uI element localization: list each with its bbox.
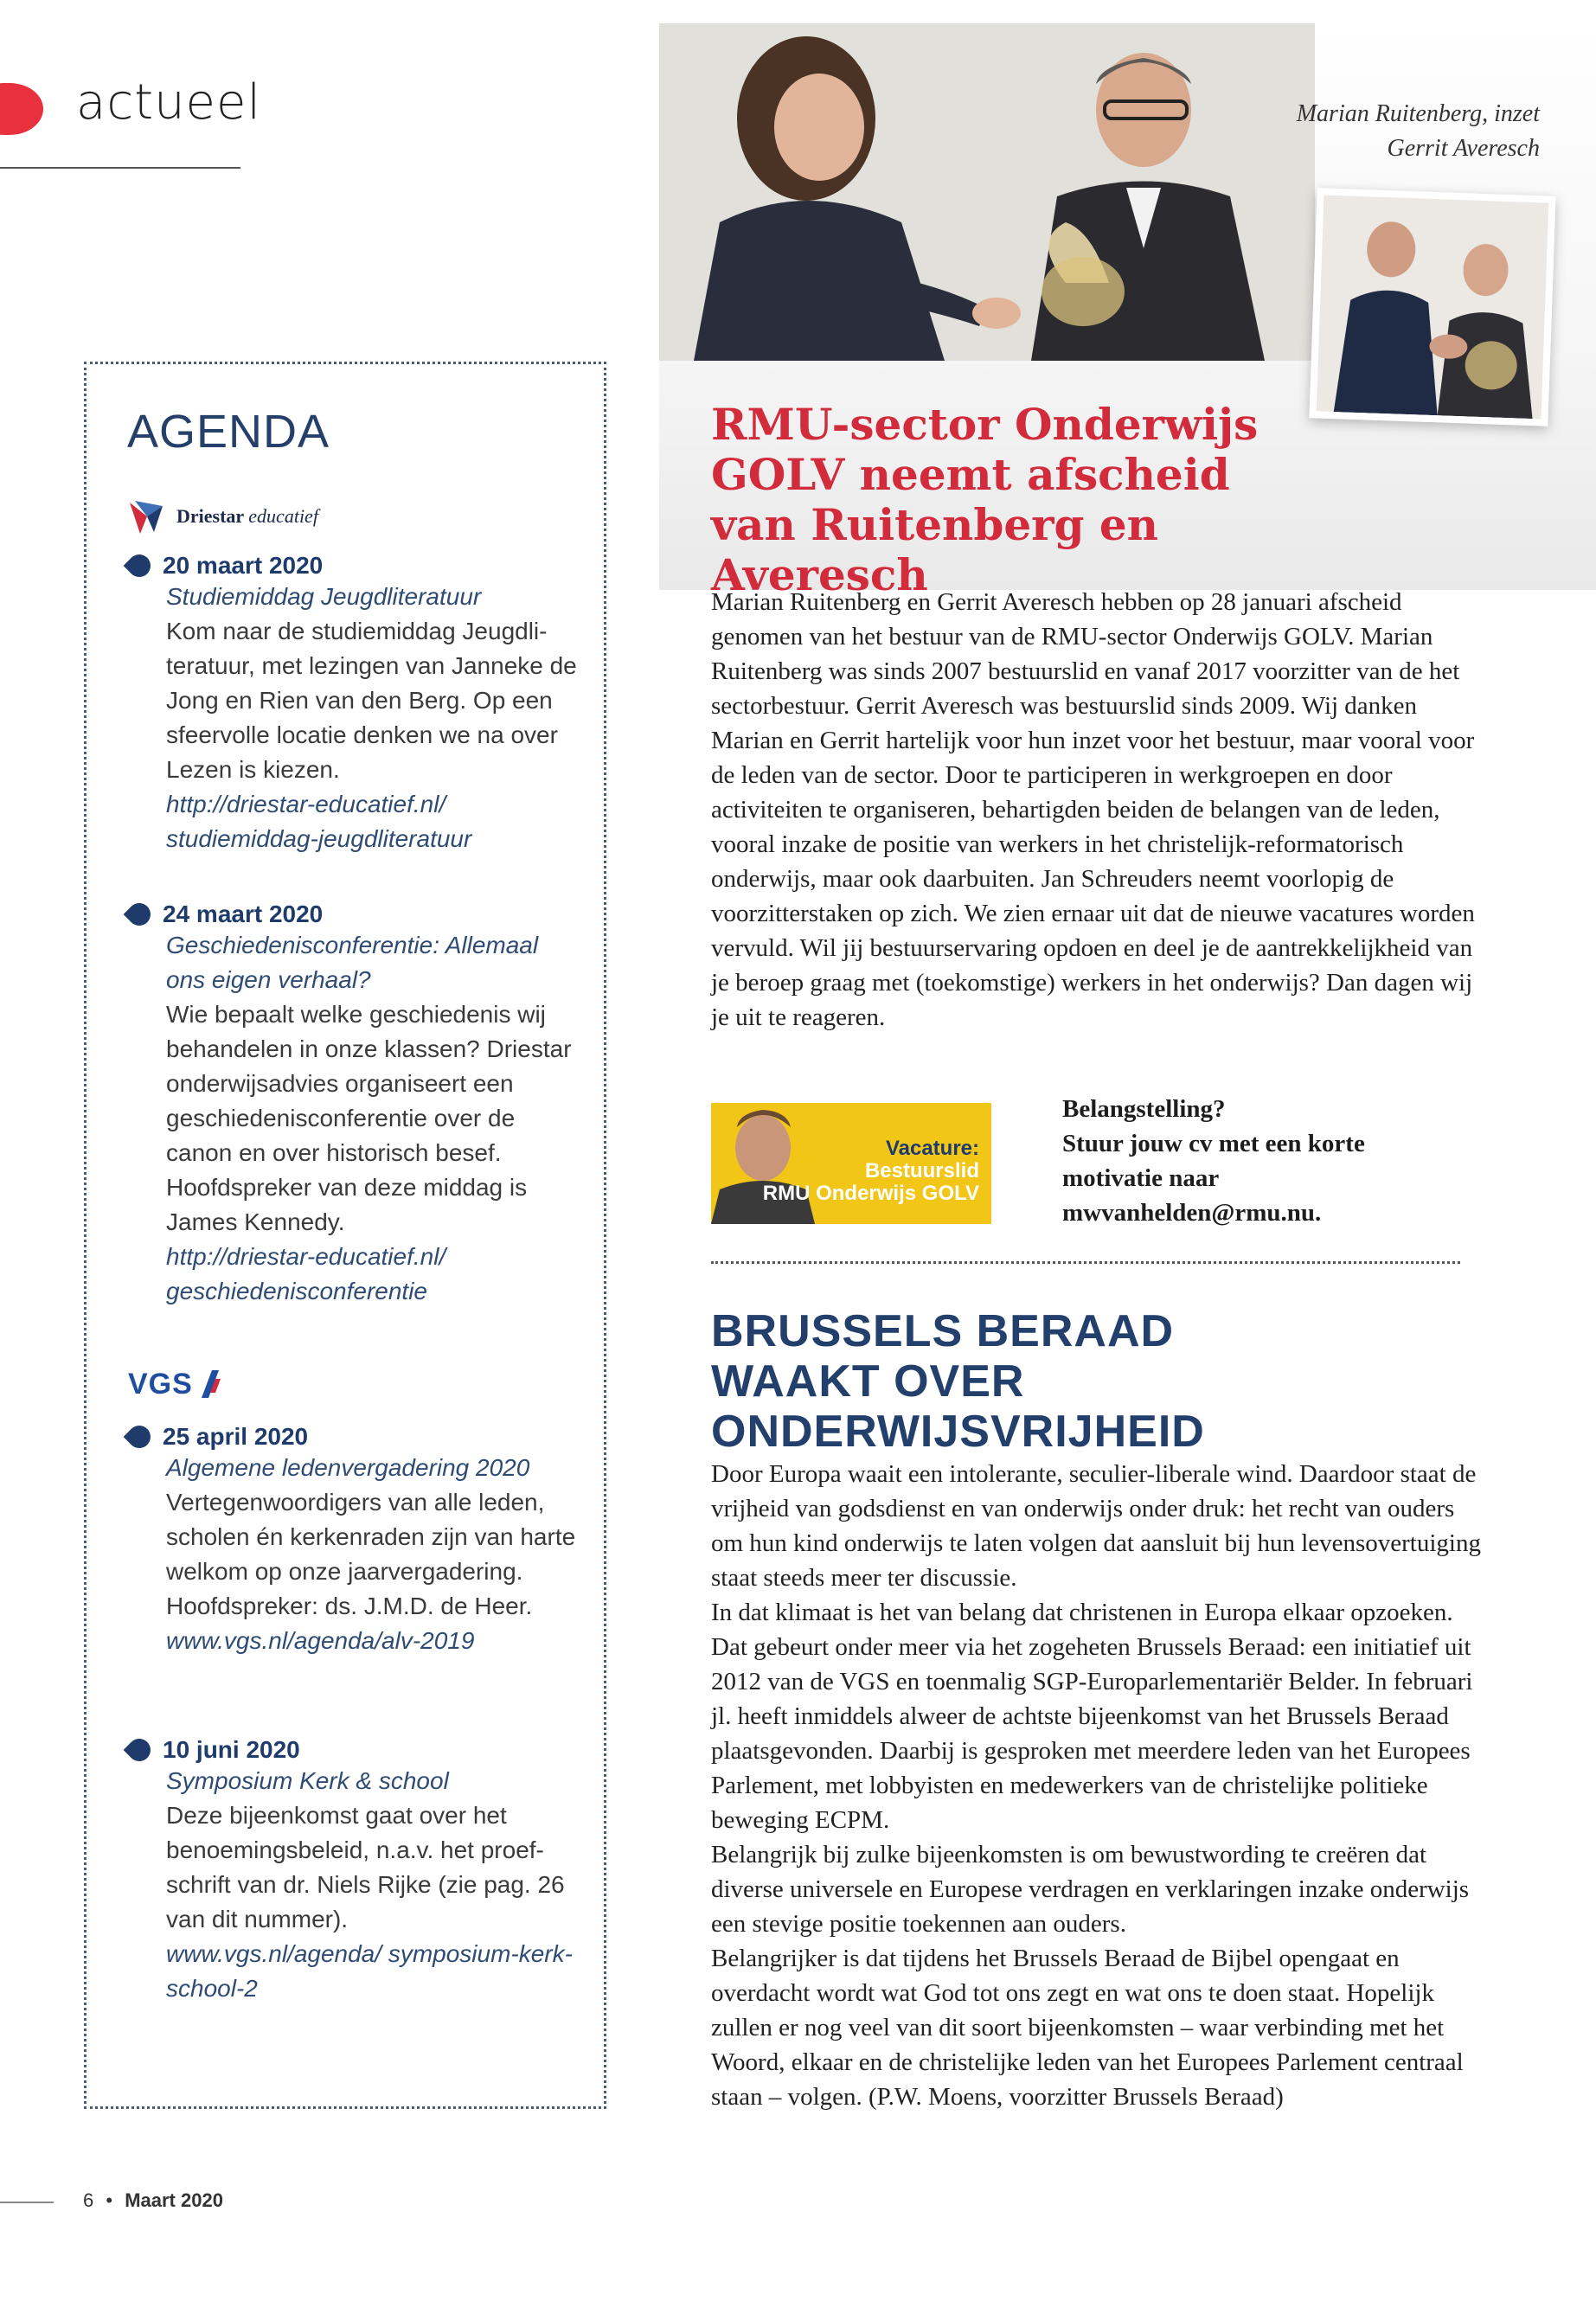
agenda-link[interactable]: www.vgs.nl/agenda/alv-2019 [166,1627,475,1654]
driestar-logo-text: Driestar educatief [176,505,318,527]
header-rule [0,167,240,169]
article1-body: Marian Ruitenberg en Gerrit Averesch hebben op 28 januari afscheid genomen van het bestuur van de RMU-sector Onderwijs GOLV. Marian Ruitenberg was sinds 2007 bestuurslid en vanaf 2017 voorzitter van de het sectorbestuur. Gerrit Averesch was bestuurslid sinds 2009. Wij danken Marian en Gerrit hartelijk voor hun inzet voor het bestuur, maar vooral voor de leden van de sector. Door te participeren in werkgroepen en door activiteiten te organiseren, behartigden beiden de belangen van de leden, vooral inzake de positie van werkers in het christelijk-reformatorisch onderwijs, maar ook daarbuiten. Jan Schreuders neemt voorlopig de voorzitterstaken op zich. We zien ernaar uit dat de nieuwe vacatures worden vervuld. Wil jij bestuurservaring opdoen en deel je de aantrekkelijkheid van je beroep graag met (toekomstige) werkers in het onderwijs? Dan dagen wij je uit te reageren. [711,588,1475,1031]
agenda-description: Vertegenwoordigers van alle leden, scholen én kerkenraden zijn van harte welkom op onze jaarvergadering. [166,1489,576,1585]
article2-body [711,1457,1490,2114]
main-photo [659,23,1315,361]
agenda-date: 20 maart 2020 [163,552,324,579]
article2-paragraph: Belangrijk bij zulke bijeenkomsten is om bewustwording te creëren dat diverse universele en Europese verdragen en verklaringen inzake onderwijs een stevige positie toekennen aan ouders. [711,1841,1470,1938]
bullet-icon [124,1734,156,1766]
agenda-item [128,901,578,1309]
agenda-item [128,1423,578,1658]
agenda-subtitle: Geschiedenisconferentie: Allemaal ons eigen verhaal? [166,932,539,993]
agenda-subtitle: Symposium Kerk & school [166,1767,449,1794]
agenda-date: 24 maart 2020 [163,901,324,927]
agenda-subtitle: Algemene ledenvergadering 2020 [166,1454,530,1481]
article2-headline: BRUSSELS BERAAD WAAKT OVER ONDERWIJSVRIJHEID [711,1306,1205,1457]
footer-rule [0,2202,54,2203]
article2-paragraph: In dat klimaat is het van belang dat christenen in Europa elkaar opzoeken. Dat gebeurt onder meer via het zogeheten Brussels Beraad: een initiatief uit 2012 van de VGS en toenmalig SGP-Europarlementariër Belder. In februari jl. heeft inmiddels alweer de achtste bijeenkomst van het Brussels Beraad plaatsgevonden. Daarbij is gesproken met meerdere leden van het Europees Parlement, met lobbyisten en medewerkers van de christelijke politieke beweging ECPM. [711,1599,1473,1834]
section-marker [0,83,43,135]
agenda-item [128,552,578,856]
vgs-logo-text: VGS [128,1367,193,1400]
agenda-date: 25 april 2020 [163,1423,309,1450]
contact-instruction: Stuur jouw cv met een korte motivatie naar [1062,1130,1365,1192]
section-divider [711,1261,1460,1264]
vgs-logo-mark-icon [196,1367,222,1401]
section-label: actueel [76,74,262,131]
footer-separator: • [106,2189,113,2211]
driestar-logo [128,497,318,535]
contact-email[interactable]: mwvanhelden@rmu.nu. [1062,1199,1322,1227]
agenda-item [128,1736,578,2006]
footer [83,2189,223,2212]
agenda-title: AGENDA [127,406,330,458]
driestar-logo-icon [128,497,168,535]
agenda-link[interactable]: http://driestar-educatief.nl/ studiemiddag-jeugdliteratuur [166,791,472,852]
article2-paragraph: Belangrijker is dat tijdens het Brussels Beraad de Bijbel opengaat en overdacht wordt wat God tot ons zegt en wat ons te doen staat. Hopelijk zullen er nog veel van dit soort bijeenkomsten – waar verbinding met het Woord, elkaar en de christelijke leden van het Europees Parlement centraal staan – volgen. (P.W. Moens, voorzitter Brussels Beraad) [711,1945,1464,2111]
page-number: 6 [83,2189,94,2211]
vacancy-contact [1062,1092,1426,1230]
inset-photo [1309,188,1555,426]
agenda-link[interactable]: www.vgs.nl/agenda/ symposium-kerk-school-2 [166,1940,573,2002]
agenda-description: Deze bijeenkomst gaat over het benoemingsbeleid, n.a.v. het proefschrift van dr. Niels Rijke (zie pag. 26 van dit nummer). [166,1802,565,1932]
vgs-logo [128,1367,222,1401]
article1-headline: RMU-sector Onderwijs GOLV neemt afscheid van Ruitenberg en Averesch [711,399,1259,600]
vacancy-text: Vacature: Bestuurslid RMU Onderwijs GOLV [762,1137,979,1205]
vacancy-banner [711,1103,991,1224]
bullet-icon [124,550,156,582]
contact-question: Belangstelling? [1062,1095,1226,1123]
agenda-date: 10 juni 2020 [163,1736,300,1763]
bullet-icon [124,1421,156,1453]
bullet-icon [124,899,156,931]
agenda-link[interactable]: http://driestar-educatief.nl/ geschiedenisconferentie [166,1243,446,1304]
agenda-speaker: Hoofdspreker: ds. J.M.D. de Heer. [166,1593,533,1619]
agenda-description: Kom naar de studiemiddag Jeugdliteratuur, met lezingen van Janneke de Jong en Rien van den Berg. Op een sfeervolle locatie denken we na over Lezen is kiezen. [166,618,577,783]
photo-caption: Marian Ruitenberg, inzet Gerrit Averesch [1296,100,1540,162]
agenda-description: Wie bepaalt welke geschiedenis wij behandelen in onze klassen? Driestar onderwijsadvies organiseert een geschiedenisconferentie over de canon en over historisch besef. Hoofdspreker van deze middag is James Kennedy. [166,1001,572,1235]
agenda-subtitle: Studiemiddag Jeugdliteratuur [166,583,482,610]
issue-date: Maart 2020 [125,2189,223,2211]
article2-paragraph: Door Europa waait een intolerante, seculier-liberale wind. Daardoor staat de vrijheid van godsdienst en van onderwijs onder druk: het recht van ouders om hun kind onderwijs te laten volgen dat aansluit bij hun levensovertuiging staat steeds meer ter discussie. [711,1460,1481,1592]
